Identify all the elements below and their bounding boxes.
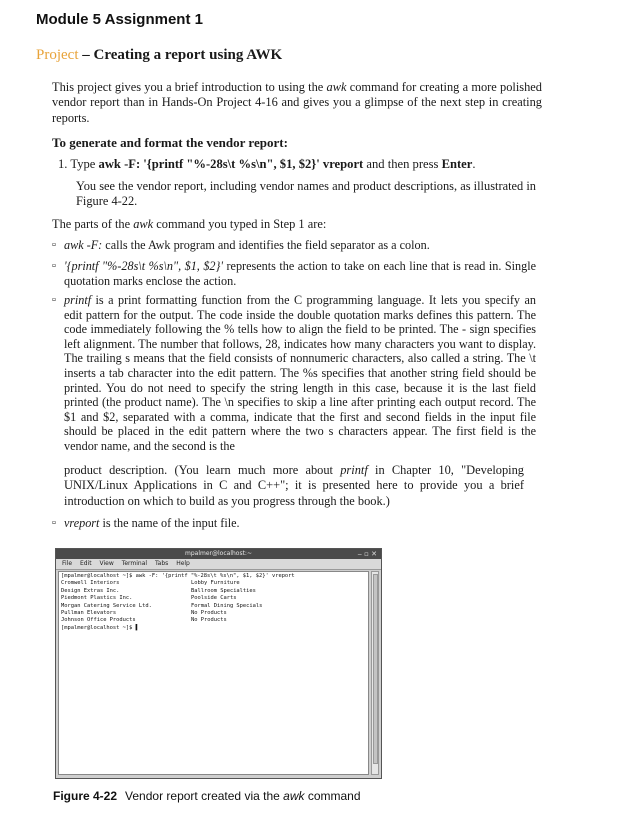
step-number: 1. xyxy=(58,157,68,171)
bullet-3-cont-pre: product description. (You learn much more about xyxy=(64,463,341,477)
terminal-screen[interactable] xyxy=(58,571,369,775)
bullet-3-cont-code: printf xyxy=(340,463,368,477)
menu-tabs[interactable]: Tabs xyxy=(154,560,169,567)
terminal-command-line: [mpalmer@localhost ~]$ awk -F: '{printf "%-28s\t %s\n", $1, $2}' vreport xyxy=(61,573,295,579)
product-name: Poolside Carts xyxy=(191,595,237,602)
intro-awk: awk xyxy=(326,80,347,94)
bullet-3-cont-post: in Chapter 10, "Developing UNIX/Linux Applications in C and C++"; it is presented here to provide you a brief introduction on which to build as you progress through the book.) xyxy=(64,463,524,508)
menu-view[interactable]: View xyxy=(99,560,114,567)
vendor-name: Design Extras Inc. xyxy=(61,587,120,594)
project-label: Project xyxy=(36,47,79,63)
menu-edit[interactable]: Edit xyxy=(79,560,92,567)
caption-awk: awk xyxy=(283,789,305,803)
bullet-awk-f xyxy=(52,238,536,253)
product-name: No Products xyxy=(191,617,227,624)
terminal-row xyxy=(61,617,366,624)
bullet-printf-action xyxy=(52,259,537,288)
product-name: Lobby Furniture xyxy=(191,580,240,587)
menu-file[interactable]: File xyxy=(62,560,73,567)
module-title: Module 5 Assignment 1 xyxy=(36,11,203,28)
bullet-4-code: vreport xyxy=(64,516,100,530)
step-text-pre: Type xyxy=(70,157,99,171)
bullet-vreport xyxy=(52,516,536,531)
bullet-2-code: '{printf "%-28s\t %s\n", $1, $2}' xyxy=(64,259,223,273)
window-controls-icon[interactable]: ‒ ▫ ✕ xyxy=(357,550,377,558)
step-1-result: You see the vendor report, including vendor names and product descriptions, as illustrated in Figure 4-22. xyxy=(76,179,536,209)
bullet-3-text: is a print formatting function from the C programming language. It lets you specify an edit pattern for the output. The code inside the double quotation marks defines this pattern. The code immediately following the % tells how to align the field to be printed. The - sign specifies left alignment. The number that follows, 28, indicates how many characters you want to display. The trailing s means that the field consists of nonnumeric characters, also called a string. The \t inserts a tab character into the edit pattern. The %s specifies that another string field should be printed. You do not need to specify the string length in this case, because it is the last field printed (the product name). The \n specifies to skip a line after printing each output record. The $1 and $2, separated with a comma, indicate that the first and second fields in the input file should be placed in the edit pattern where the two s characters appear. The first field is the vendor name, and the second is the xyxy=(64,293,536,453)
scrollbar-thumb[interactable] xyxy=(373,574,378,764)
parts-intro-post: command you typed in Step 1 are: xyxy=(153,217,327,231)
bullet-icon: ▫ xyxy=(52,294,56,306)
terminal-prompt: [mpalmer@localhost ~]$ ▌ xyxy=(61,624,139,631)
terminal-row xyxy=(61,580,366,587)
intro-text-2: command for creating a more polished vendor report than in Hands-On Project 4-16 and gives you a glimpse of the next step in creating reports. xyxy=(52,80,542,125)
vendor-name: Piedmont Plastics Inc. xyxy=(61,595,133,602)
bullet-icon: ▫ xyxy=(52,239,56,251)
terminal-row xyxy=(61,610,366,617)
intro-text-1: This project gives you a brief introduction to using the xyxy=(52,80,327,94)
bullet-printf-continued xyxy=(64,463,524,509)
terminal-title: mpalmer@localhost:~ xyxy=(185,550,252,557)
terminal-row xyxy=(61,588,366,595)
bullet-1-code: awk -F: xyxy=(64,238,103,252)
bullet-2-text: represents the action to take on each line that is read in. Single quotation marks enclose the action. xyxy=(64,259,537,288)
intro-paragraph xyxy=(52,80,542,126)
vendor-name: Pullman Elevators xyxy=(61,609,117,616)
figure-caption xyxy=(53,789,361,803)
bullet-icon: ▫ xyxy=(52,260,56,272)
step-command: awk -F: '{printf "%-28s\t %s\n", $1, $2}' vreport xyxy=(98,157,364,171)
terminal-titlebar xyxy=(56,549,381,559)
project-heading xyxy=(36,47,282,64)
step-key: Enter xyxy=(441,157,473,171)
generate-heading: To generate and format the vendor report: xyxy=(52,135,288,150)
terminal-menubar xyxy=(56,559,381,570)
terminal-row xyxy=(61,603,366,610)
parts-intro-awk: awk xyxy=(133,217,154,231)
step-1 xyxy=(58,157,538,172)
terminal-scrollbar[interactable] xyxy=(371,571,379,775)
parts-intro-pre: The parts of the xyxy=(52,217,134,231)
bullet-icon: ▫ xyxy=(52,517,56,529)
caption-text-post: command xyxy=(304,789,361,803)
bullet-3-code: printf xyxy=(64,293,92,307)
parts-intro xyxy=(52,217,542,232)
product-name: No Products xyxy=(191,609,227,616)
step-text-mid: and then press xyxy=(363,157,442,171)
project-title: – Creating a report using AWK xyxy=(82,47,283,63)
vendor-name: Johnson Office Products xyxy=(61,617,136,624)
menu-help[interactable]: Help xyxy=(176,560,190,567)
figure-number: Figure 4-22 xyxy=(53,789,118,803)
menu-terminal[interactable]: Terminal xyxy=(121,560,148,567)
terminal-window xyxy=(55,548,382,779)
step-text-post: . xyxy=(472,157,476,171)
bullet-printf-description xyxy=(52,293,536,454)
product-name: Formal Dining Specials xyxy=(191,602,263,609)
terminal-row xyxy=(61,595,366,602)
caption-text-pre: Vendor report created via the xyxy=(125,789,284,803)
product-name: Ballroom Specialties xyxy=(191,587,256,594)
vendor-name: Cromwell Interiors xyxy=(61,580,120,587)
bullet-4-text: is the name of the input file. xyxy=(99,516,240,530)
bullet-1-text: calls the Awk program and identifies the field separator as a colon. xyxy=(102,238,430,252)
vendor-name: Morgan Catering Service Ltd. xyxy=(61,602,152,609)
